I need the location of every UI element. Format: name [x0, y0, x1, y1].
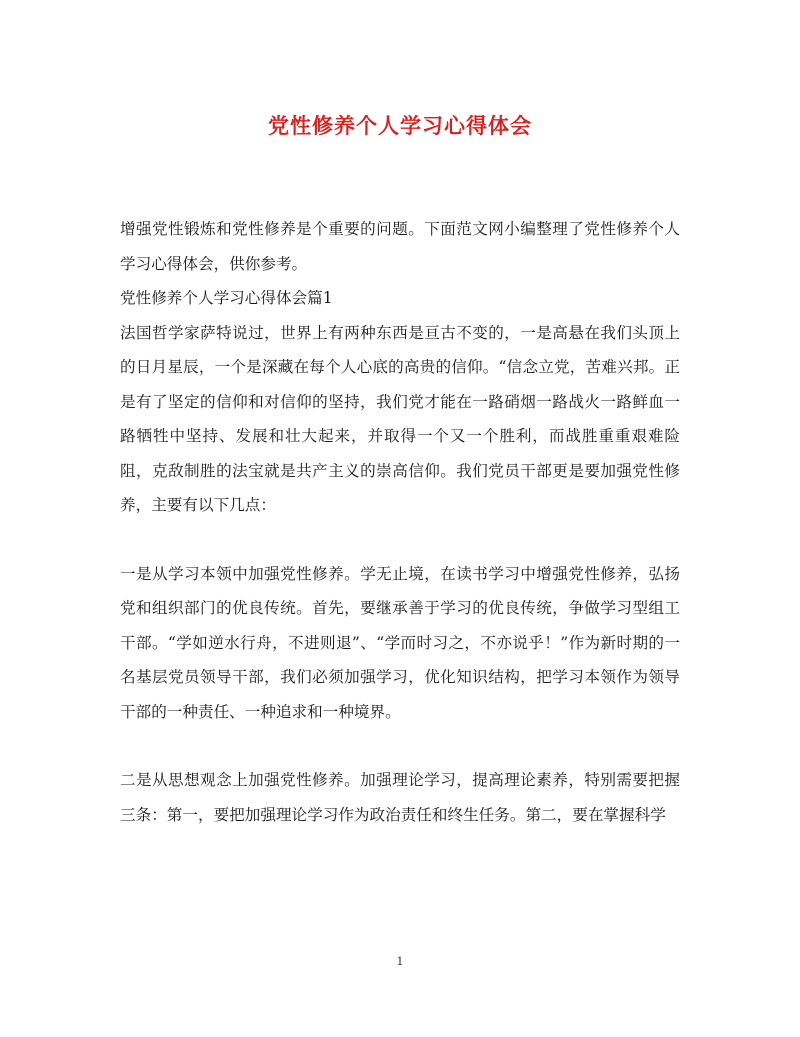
body-paragraph-2: 一是从学习本领中加强党性修养。学无止境，在读书学习中增强党性修养，弘扬党和组织部门的优良传统。首先，要继承善于学习的优良传统，争做学习型组工干部。“学如逆水行舟，不进则退”、“学而时习之，不亦说乎！”作为新时期的一名基层党员领导干部，我们必须加强学习，优化知识结构，把学习本领作为领导干部的一种责任、一种追求和一种境界。	[120, 564, 680, 721]
document-title: 党性修养个人学习心得体会	[268, 113, 532, 138]
body-paragraph-3: 二是从思想观念上加强党性修养。加强理论学习，提高理论素养，特别需要把握三条：第一，要把加强理论学习作为政治责任和终生任务。第二，要在掌握科学	[120, 771, 680, 824]
page-number: 1	[396, 955, 404, 968]
section-heading: 党性修养个人学习心得体会篇1	[120, 289, 333, 307]
document-body	[120, 212, 680, 832]
intro-paragraph: 增强党性锻炼和党性修养是个重要的问题。下面范文网小编整理了党性修养个人学习心得体会，供你参考。	[120, 220, 680, 273]
body-paragraph-1: 法国哲学家萨特说过，世界上有两种东西是亘古不变的，一是高悬在我们头顶上的日月星辰，一个是深藏在每个人心底的高贵的信仰。“信念立党，苦难兴邦。正是有了坚定的信仰和对信仰的坚持，我们党才能在一路硝烟一路战火一路鲜血一路牺牲中坚持、发展和壮大起来，并取得一个又一个胜利，而战胜重重艰难险阻，克敌制胜的法宝就是共产主义的崇高信仰。我们党员干部更是要加强党性修养，主要有以下几点：	[120, 323, 680, 514]
